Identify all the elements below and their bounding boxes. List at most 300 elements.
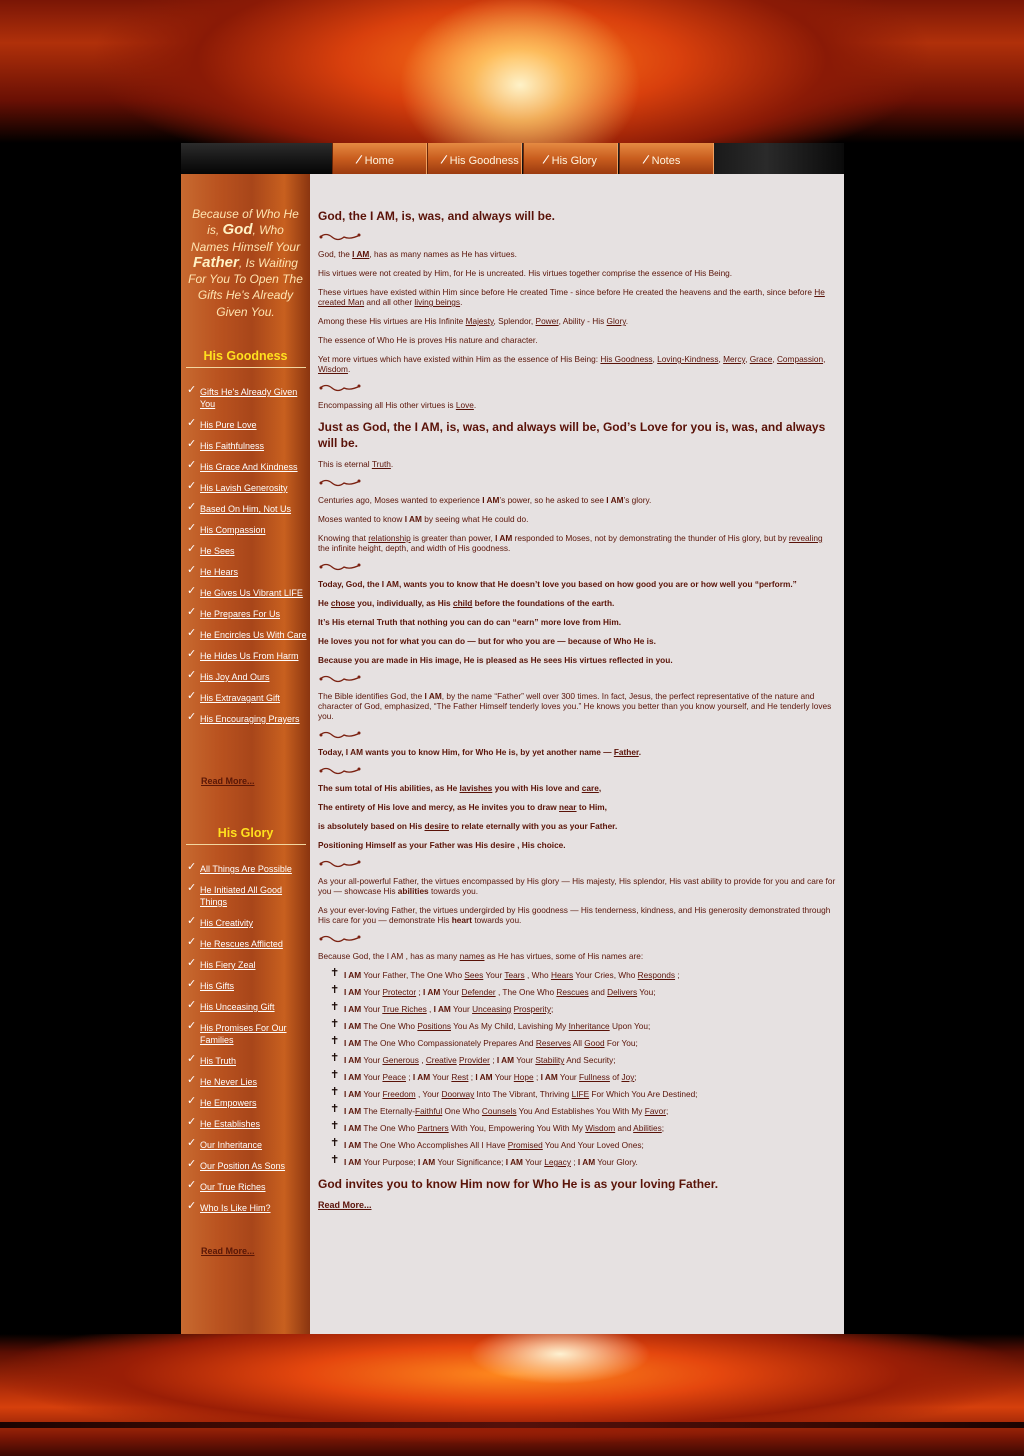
bold-text: abilities [397, 886, 429, 896]
glory-read-more-link[interactable]: Read More... [201, 1246, 255, 1256]
text: Your [361, 987, 383, 997]
swirl-divider [318, 934, 362, 943]
text: As your ever-loving Father, the virtues undergirded by His goodness — His tenderness, kindness, and His generosity demonstrated through His care for you — demonstrate His [318, 905, 831, 925]
swirl-divider [318, 383, 362, 392]
text: to Him, [576, 802, 607, 812]
i-am-bold: I AM [606, 495, 624, 505]
sidebar-link[interactable]: He Prepares For Us [200, 609, 281, 619]
sidebar-item [187, 629, 307, 641]
name-link[interactable]: Good [584, 1038, 605, 1048]
sidebar-item [187, 917, 307, 929]
text: is greater than power, [410, 533, 496, 543]
text: responded to Moses, not by demonstrating the thunder of His glory, but by [512, 533, 789, 543]
name-list-item [330, 1086, 836, 1100]
i-am-bold: I AM [344, 970, 362, 980]
text: the infinite height, depth, and width of His goodness. [318, 543, 511, 553]
divider [186, 367, 306, 368]
sidebar-link[interactable]: He Never Lies [200, 1077, 258, 1087]
sidebar-link[interactable]: Based On Him, Not Us [200, 504, 292, 514]
goodness-list [187, 386, 307, 734]
name-link[interactable]: Faithful [415, 1106, 443, 1116]
goodness-read-more-link[interactable]: Read More... [201, 776, 255, 786]
cross-icon: ✝ [330, 1052, 340, 1064]
cross-icon: ✝ [330, 1018, 340, 1030]
i-am-bold: I AM [344, 1004, 362, 1014]
lavishes-link[interactable]: lavishes [459, 783, 493, 793]
name-link[interactable]: Partners [417, 1123, 449, 1133]
checkmark-icon: ✓ [187, 1137, 197, 1149]
sidebar-item [187, 503, 307, 515]
i-am-bold: I AM [540, 1072, 558, 1082]
nav-filler [714, 143, 844, 174]
sidebar-link[interactable]: He Initiated All Good Things [200, 885, 283, 907]
love-link[interactable]: Love [455, 400, 474, 410]
swirl-divider [318, 478, 362, 487]
text: He [318, 598, 331, 608]
footer-sunset [0, 1334, 1024, 1456]
name-list-item [330, 1120, 836, 1134]
i-am-bold: I AM [344, 1089, 362, 1099]
text: Your [361, 1072, 383, 1082]
name-link[interactable]: Stability [535, 1055, 565, 1065]
feather-icon: / [641, 151, 651, 168]
text: Your [440, 987, 462, 997]
compassion-link[interactable]: Compassion [776, 354, 824, 364]
name-link[interactable]: Freedom [382, 1089, 416, 1099]
i-am-bold: I AM [482, 495, 500, 505]
sidebar-link[interactable]: His Compassion [200, 525, 266, 535]
sidebar-link[interactable]: He Empowers [200, 1098, 257, 1108]
name-list-item [330, 1018, 836, 1032]
sidebar-link[interactable]: His Fiery Zeal [200, 960, 256, 970]
text: Your Significance; [435, 1157, 506, 1167]
sidebar-link[interactable]: Our Position As Sons [200, 1161, 286, 1171]
name-link[interactable]: True Riches [382, 1004, 427, 1014]
i-am-link[interactable]: I AM [352, 249, 370, 259]
checkmark-icon: ✓ [187, 1200, 197, 1212]
text: The One Who Compassionately Prepares And [361, 1038, 536, 1048]
checkmark-icon: ✓ [187, 1158, 197, 1170]
nav-his-goodness[interactable] [427, 143, 522, 174]
glory-list [187, 863, 307, 1223]
text: to relate eternally with you as your Father. [448, 821, 618, 831]
name-link[interactable]: Rescues [556, 987, 589, 997]
text: The One Who Accomplishes All I Have [361, 1140, 508, 1150]
text: and all other [364, 297, 415, 307]
checkmark-icon: ✓ [187, 861, 197, 873]
name-list-item [330, 1052, 836, 1066]
sidebar-link[interactable]: His Grace And Kindness [200, 462, 298, 472]
horizon-line [0, 1422, 1024, 1428]
text: Your [361, 1089, 383, 1099]
i-am-bold: I AM [423, 987, 441, 997]
text: And Security; [564, 1055, 616, 1065]
cross-icon: ✝ [330, 1086, 340, 1098]
checkmark-icon: ✓ [187, 384, 197, 396]
cross-icon: ✝ [330, 1069, 340, 1081]
names-list [318, 967, 836, 1168]
text: Today, I AM wants you to know Him, for Who He is, by yet another name — [318, 747, 614, 757]
sidebar-link[interactable]: Our True Riches [200, 1182, 266, 1192]
i-am-bold: I AM [505, 1157, 523, 1167]
text: The Bible identifies God, the [318, 691, 425, 701]
name-link[interactable]: Inheritance [568, 1021, 610, 1031]
i-am-bold: I AM [344, 987, 362, 997]
chose-link[interactable]: chose [330, 598, 355, 608]
sidebar-link[interactable]: His Lavish Generosity [200, 483, 288, 493]
text: Your [514, 1055, 536, 1065]
sidebar-link[interactable]: Gifts He's Already Given You [200, 387, 298, 409]
feather-icon: / [541, 151, 551, 168]
name-link[interactable]: Counsels [481, 1106, 517, 1116]
name-link[interactable]: Unceasing [472, 1004, 512, 1014]
sidebar-link[interactable]: He Rescues Afflicted [200, 939, 283, 949]
i-am-bold: I AM [344, 1140, 362, 1150]
name-link[interactable]: Abilities [633, 1123, 662, 1133]
text: This is eternal [318, 459, 372, 469]
loving-kindness-link[interactable]: Loving-Kindness [657, 354, 719, 364]
i-am-bold: I AM [344, 1072, 362, 1082]
text: Your [557, 1072, 580, 1082]
sidebar-item [187, 1118, 307, 1130]
sidebar-item [187, 587, 307, 599]
checkmark-icon: ✓ [187, 438, 197, 450]
text: The One Who [361, 1021, 418, 1031]
cross-icon: ✝ [330, 1103, 340, 1115]
text: ; [675, 970, 680, 980]
sidebar-link[interactable]: His Extravagant Gift [200, 693, 281, 703]
text: Yet more virtues which have existed within Him as the essence of His Being: [318, 354, 601, 364]
sidebar-link[interactable]: His Unceasing Gift [200, 1002, 275, 1012]
sidebar-item [187, 440, 307, 452]
checkmark-icon: ✓ [187, 585, 197, 597]
sidebar-item [187, 608, 307, 620]
text: Your [522, 1157, 545, 1167]
name-link[interactable]: Protector [382, 987, 417, 997]
checkmark-icon: ✓ [187, 978, 197, 990]
checkmark-icon: ✓ [187, 606, 197, 618]
swirl-divider [318, 232, 362, 241]
i-am-bold: I AM [412, 1072, 431, 1082]
swirl-divider [318, 562, 362, 571]
power-link[interactable]: Power [535, 316, 559, 326]
paragraph [318, 691, 836, 721]
text: As your all-powerful Father, the virtues encompassed by His glory — His majesty, His splendor, His vast ability to provide for you and care for you — showcase His [318, 876, 836, 896]
sidebar-item [187, 938, 307, 950]
paragraph [318, 514, 836, 524]
sidebar-link[interactable]: He Establishes [200, 1119, 261, 1129]
text: Your Cries, Who [573, 970, 638, 980]
checkmark-icon: ✓ [187, 882, 197, 894]
paragraph [318, 495, 836, 505]
i-am-bold: I AM [577, 1157, 596, 1167]
checkmark-icon: ✓ [187, 936, 197, 948]
paragraph: It’s His eternal Truth that nothing you can do can “earn” more love from Him. [318, 617, 622, 627]
checkmark-icon: ✓ [187, 669, 197, 681]
text: Your [492, 1072, 514, 1082]
checkmark-icon: ✓ [187, 1074, 197, 1086]
name-list-item [330, 1035, 836, 1049]
text: ; [468, 1072, 476, 1082]
section-heading: Just as God, the I AM, is, was, and always will be, God’s Love for you is, was, and always will be. [318, 420, 826, 450]
sidebar-link[interactable]: Who Is Like Him? [200, 1203, 271, 1213]
text: Among these His virtues are His Infinite [318, 316, 466, 326]
paragraph [318, 747, 836, 757]
text: . [625, 316, 629, 326]
sidebar-link[interactable]: His Faithfulness [200, 441, 265, 451]
name-link[interactable]: Doorway [441, 1089, 475, 1099]
text: , [652, 354, 658, 364]
name-link[interactable]: Hope [513, 1072, 534, 1082]
checkmark-icon: ✓ [187, 1116, 197, 1128]
name-link[interactable]: Promised [507, 1140, 543, 1150]
paragraph [318, 533, 836, 553]
nav-goodness-label: His Goodness [449, 155, 519, 167]
text: ’s glory. [623, 495, 652, 505]
text: you with His love and [492, 783, 582, 793]
text: For Which You Are Destined; [589, 1089, 698, 1099]
desire-link[interactable]: desire [424, 821, 449, 831]
name-link[interactable]: Peace [382, 1072, 406, 1082]
text: The sum total of His abilities, as He [318, 783, 460, 793]
sidebar-link[interactable]: His Gifts [200, 981, 235, 991]
sidebar-item [187, 386, 307, 410]
sidebar-link[interactable]: His Creativity [200, 918, 254, 928]
revealing-link[interactable]: revealing [788, 533, 823, 543]
paragraph [318, 802, 836, 812]
text: is absolutely based on His [318, 821, 425, 831]
grace-link[interactable]: Grace [749, 354, 773, 364]
checkmark-icon: ✓ [187, 543, 197, 555]
sidebar-link[interactable]: His Pure Love [200, 420, 257, 430]
sidebar-link[interactable]: He Gives Us Vibrant LIFE [200, 588, 303, 598]
text: ; [634, 1072, 637, 1082]
name-link[interactable]: Delivers [607, 987, 638, 997]
name-link[interactable]: Positions [417, 1021, 451, 1031]
text: Upon You; [609, 1021, 651, 1031]
swirl-divider [318, 859, 362, 868]
paragraph [318, 821, 836, 831]
sidebar-item [187, 419, 307, 431]
cross-icon: ✝ [330, 967, 340, 979]
text: Centuries ago, Moses wanted to experience [318, 495, 483, 505]
name-link[interactable]: Rest [451, 1072, 469, 1082]
text: , has as many names as He has virtues. [369, 249, 517, 259]
tagline-text: , Is Waiting For You To Open The Gifts He's Already Given You. [188, 255, 303, 319]
header-banner [0, 0, 1024, 143]
nav-home[interactable] [332, 143, 427, 174]
i-am-bold: I AM [344, 1021, 362, 1031]
nav-notes[interactable] [619, 143, 714, 174]
sidebar-item [187, 524, 307, 536]
wisdom-link[interactable]: Wisdom [318, 364, 348, 374]
relationship-link[interactable]: relationship [368, 533, 411, 543]
text: by seeing what He could do. [421, 514, 529, 524]
paragraph [318, 951, 836, 961]
he-created-man-link[interactable]: He created Man [318, 287, 825, 307]
main-content [310, 174, 844, 1334]
checkmark-icon: ✓ [187, 648, 197, 660]
checkmark-icon: ✓ [187, 690, 197, 702]
text: and [615, 1123, 634, 1133]
text: . [473, 400, 477, 410]
name-link[interactable]: Favor [644, 1106, 666, 1116]
swirl-divider [318, 766, 362, 775]
i-am-bold: I AM [344, 1157, 362, 1167]
sidebar-goodness-title: His Goodness [203, 349, 288, 363]
text: Your [450, 1004, 473, 1014]
text: The One Who [361, 1123, 418, 1133]
text: , [418, 1055, 426, 1065]
names-link[interactable]: names [459, 951, 485, 961]
mercy-link[interactable]: Mercy [723, 354, 746, 364]
text: You And Establishes You With My [516, 1106, 645, 1116]
name-list-item [330, 984, 836, 998]
sidebar-link[interactable]: He Encircles Us With Care [200, 630, 307, 640]
i-am-bold: I AM [344, 1106, 362, 1116]
paragraph: The essence of Who He is proves His nature and character. [318, 335, 538, 345]
i-am-bold: I AM [433, 1004, 451, 1014]
i-am-bold: I AM [475, 1072, 493, 1082]
feather-icon: / [354, 151, 364, 168]
paragraph [318, 876, 836, 896]
text: Your [483, 970, 505, 980]
text: , [598, 783, 602, 793]
name-link[interactable]: Fullness [579, 1072, 610, 1082]
name-link[interactable]: Tears [504, 970, 525, 980]
text: ; [405, 1072, 413, 1082]
text: , Splendor, [493, 316, 536, 326]
checkmark-icon: ✓ [187, 1053, 197, 1065]
sidebar-item [187, 482, 307, 494]
name-link[interactable]: Sees [464, 970, 484, 980]
name-link[interactable]: Generous [382, 1055, 419, 1065]
text: You; [637, 987, 656, 997]
sidebar-link[interactable]: His Joy And Ours [200, 672, 270, 682]
care-link[interactable]: care [581, 783, 599, 793]
sidebar-item [187, 863, 307, 875]
sidebar-item [187, 1181, 307, 1193]
checkmark-icon: ✓ [187, 501, 197, 513]
sidebar-link[interactable]: He Hears [200, 567, 239, 577]
cross-icon: ✝ [330, 1137, 340, 1149]
name-link[interactable]: Creative [425, 1055, 457, 1065]
text: ; [665, 1106, 669, 1116]
paragraph [318, 400, 836, 410]
checkmark-icon: ✓ [187, 711, 197, 723]
text: The Eternally- [361, 1106, 416, 1116]
text: Your [361, 1055, 383, 1065]
swirl-divider [318, 730, 362, 739]
text: Encompassing all His other virtues is [318, 400, 456, 410]
sidebar-item [187, 884, 307, 908]
name-link[interactable]: Provider [459, 1055, 490, 1065]
name-link[interactable]: Prosperity [513, 1004, 551, 1014]
paragraph: He loves you not for what you can do — but for who you are — because of Who He is. [318, 636, 656, 646]
sidebar-link[interactable]: All Things Are Possible [200, 864, 292, 874]
name-link[interactable]: Joy [621, 1072, 635, 1082]
name-link[interactable]: Wisdom [585, 1123, 616, 1133]
child-link[interactable]: child [452, 598, 473, 608]
sidebar-item [187, 959, 307, 971]
paragraph [318, 249, 836, 259]
sidebar-link[interactable]: Our Inheritance [200, 1140, 263, 1150]
name-list-item [330, 1154, 836, 1168]
name-link[interactable]: Responds [637, 970, 676, 980]
his-goodness-link[interactable]: His Goodness [600, 354, 653, 364]
sidebar-link[interactable]: He Hides Us From Harm [200, 651, 299, 661]
name-link[interactable]: Defender [461, 987, 496, 997]
closing-heading: God invites you to know Him now for Who He is as your loving Father. [318, 1177, 719, 1191]
text: , Ability - His [558, 316, 607, 326]
name-link[interactable]: Reserves [535, 1038, 571, 1048]
main-nav [181, 143, 844, 174]
text: , The One Who [495, 987, 557, 997]
text: God, the [318, 249, 353, 259]
text: With You, Empowering You With My [448, 1123, 586, 1133]
sidebar-link[interactable]: He Sees [200, 546, 235, 556]
text: ; [661, 1123, 665, 1133]
paragraph [318, 459, 836, 469]
cross-icon: ✝ [330, 1120, 340, 1132]
tagline-father: Father [193, 253, 239, 271]
majesty-link[interactable]: Majesty [465, 316, 494, 326]
text: You And Your Loved Ones; [542, 1140, 644, 1150]
text: towards you. [428, 886, 479, 896]
living-beings-link[interactable]: living beings [414, 297, 461, 307]
paragraph [318, 905, 836, 925]
divider [186, 844, 306, 845]
checkmark-icon: ✓ [187, 957, 197, 969]
father-link[interactable]: Father [613, 747, 639, 757]
sidebar-item [187, 1055, 307, 1067]
cross-icon: ✝ [330, 1001, 340, 1013]
read-more-link[interactable]: Read More... [318, 1200, 372, 1210]
sidebar-glory-title: His Glory [217, 826, 274, 840]
sidebar-link[interactable]: His Encouraging Prayers [200, 714, 300, 724]
text: Your Purpose; [361, 1157, 418, 1167]
tagline-text: Because of Who He is, [192, 207, 299, 238]
near-link[interactable]: near [559, 802, 577, 812]
sidebar-item [187, 545, 307, 557]
name-link[interactable]: Hears [550, 970, 574, 980]
text: , [823, 354, 826, 364]
sidebar-link[interactable]: His Promises For Our Families [200, 1023, 287, 1045]
text: , Your [415, 1089, 442, 1099]
paragraph: Today, God, the I AM, wants you to know that He doesn’t love you based on how good you are or how well you “perform.” [318, 579, 797, 589]
text: All [570, 1038, 585, 1048]
text: towards you. [472, 915, 522, 925]
name-link[interactable]: Legacy [544, 1157, 571, 1167]
truth-link[interactable]: Truth [371, 459, 391, 469]
text: , [772, 354, 777, 364]
sidebar-item [187, 1076, 307, 1088]
sidebar-item [187, 1022, 307, 1046]
page-title: God, the I AM, is, was, and always will be. [318, 209, 555, 223]
sidebar-tagline [188, 206, 303, 320]
nav-his-glory[interactable] [523, 143, 618, 174]
text: Your [430, 1072, 452, 1082]
sidebar-link[interactable]: His Truth [200, 1056, 237, 1066]
name-link[interactable]: LIFE [571, 1089, 590, 1099]
text: ; [533, 1072, 541, 1082]
name-list-item [330, 1103, 836, 1117]
sidebar-item [187, 671, 307, 683]
sidebar [181, 174, 310, 1334]
i-am-bold: I AM [496, 1055, 515, 1065]
text: ; [416, 987, 424, 997]
glory-link[interactable]: Glory [606, 316, 626, 326]
